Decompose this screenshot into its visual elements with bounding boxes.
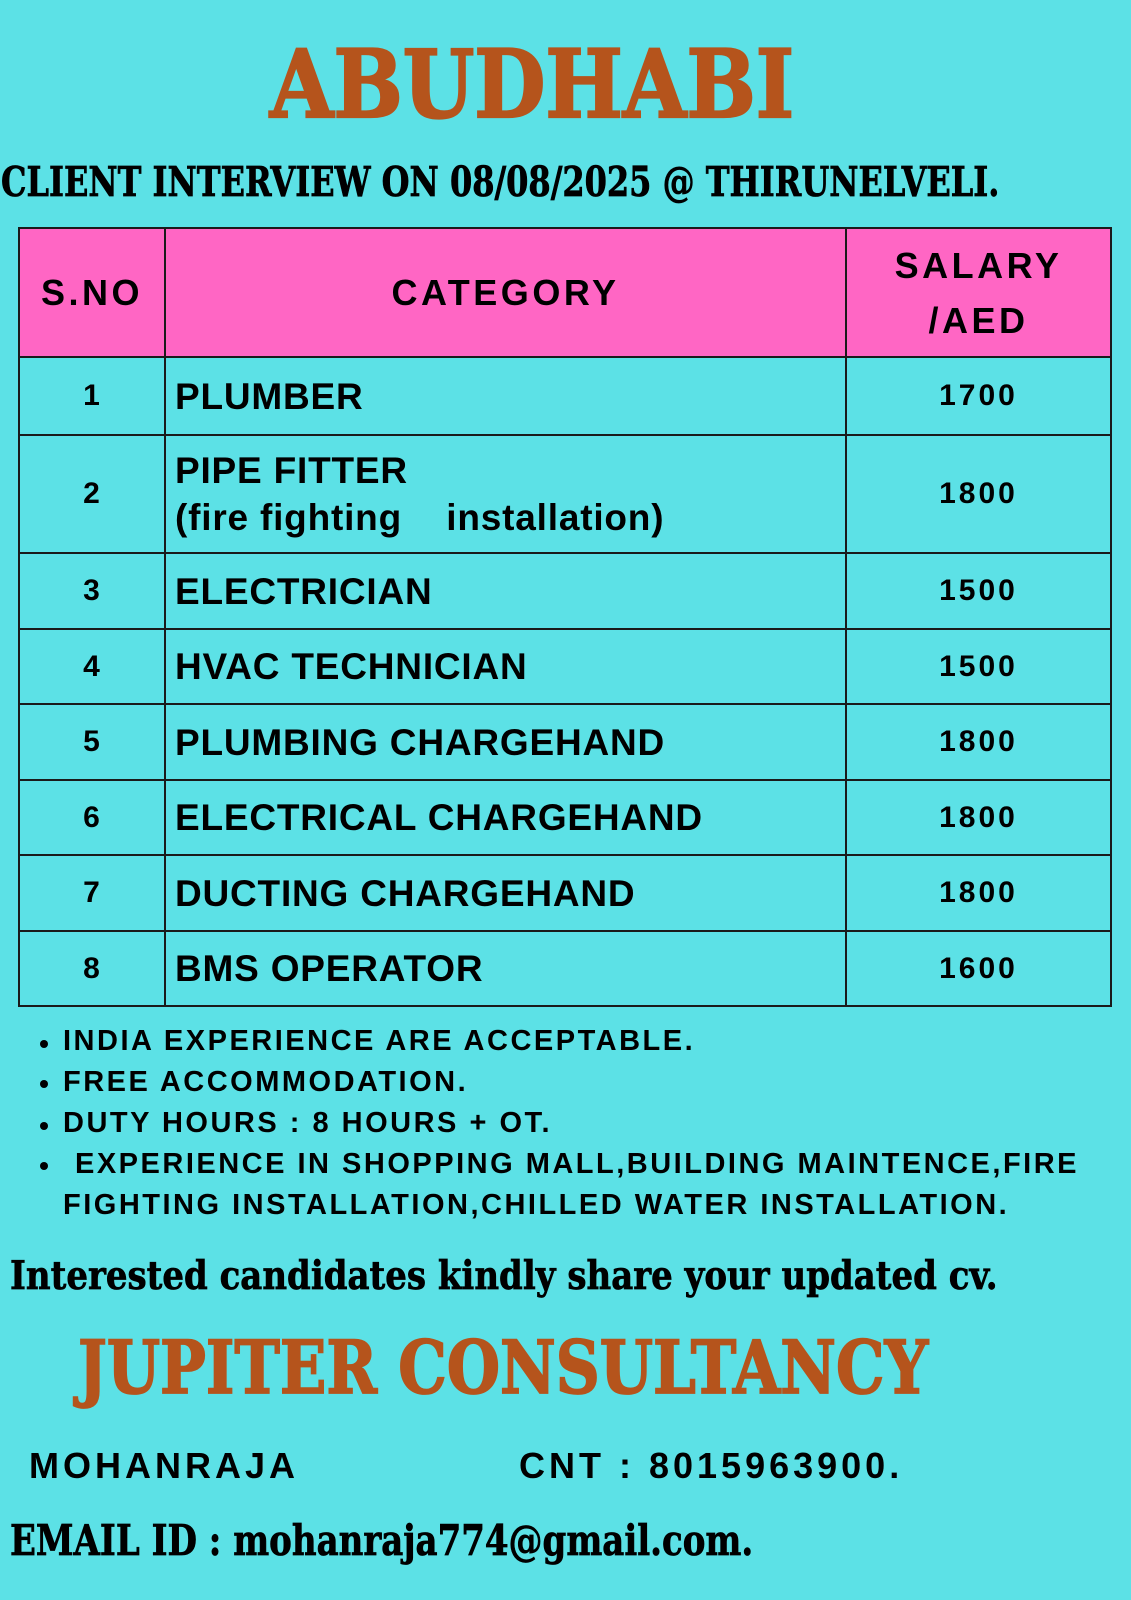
salary-cell bbox=[847, 781, 1112, 856]
note-item: FREE ACCOMMODATION. bbox=[63, 1066, 469, 1098]
salary-value: 1700 bbox=[939, 379, 1018, 412]
category-detail: (fire fighting installation) bbox=[175, 497, 665, 538]
category-cell bbox=[166, 358, 847, 436]
sno-cell bbox=[20, 358, 166, 436]
note-item: INDIA EXPERIENCE ARE ACCEPTABLE. bbox=[63, 1025, 696, 1057]
salary-value: 1800 bbox=[939, 477, 1018, 510]
sno-cell bbox=[20, 932, 166, 1007]
salary-header bbox=[847, 229, 1112, 358]
sno-cell bbox=[20, 554, 166, 630]
category-header bbox=[166, 229, 847, 358]
contact-phone: CNT : 8015963900. bbox=[519, 1445, 904, 1486]
company-name: JUPITER CONSULTANCY bbox=[78, 1326, 929, 1411]
category-cell bbox=[166, 436, 847, 554]
salary-header-label: SALARY bbox=[894, 244, 1063, 286]
sno-header bbox=[20, 229, 166, 358]
sno-value: 6 bbox=[83, 800, 101, 834]
category-value: HVAC TECHNICIAN bbox=[175, 646, 528, 687]
sno-value: 8 bbox=[83, 951, 101, 985]
category-value: ELECTRICAL CHARGEHAND bbox=[175, 797, 703, 838]
note-item-continuation: FIGHTING INSTALLATION,CHILLED WATER INSTALLATION. bbox=[63, 1189, 1010, 1221]
bullet-dot bbox=[40, 1162, 48, 1170]
salary-value: 1500 bbox=[939, 649, 1018, 683]
category-value: BMS OPERATOR bbox=[175, 948, 484, 989]
category-cell bbox=[166, 781, 847, 856]
bullet-dot bbox=[40, 1122, 48, 1130]
category-header-label: CATEGORY bbox=[391, 271, 620, 313]
salary-value: 1800 bbox=[939, 876, 1018, 909]
salary-cell bbox=[847, 554, 1112, 630]
category-value: PLUMBING CHARGEHAND bbox=[175, 721, 666, 763]
category-cell bbox=[166, 932, 847, 1007]
bullet-dot bbox=[40, 1080, 48, 1088]
contact-email: EMAIL ID : mohanraja774@gmail.com. bbox=[10, 1516, 754, 1566]
sno-value: 1 bbox=[83, 379, 101, 412]
salary-cell bbox=[847, 856, 1112, 932]
sno-value: 3 bbox=[83, 574, 101, 607]
note-item: EXPERIENCE IN SHOPPING MALL,BUILDING MAINTENCE,FIRE bbox=[75, 1148, 1079, 1180]
salary-cell bbox=[847, 436, 1112, 554]
category-cell bbox=[166, 705, 847, 781]
sno-cell bbox=[20, 436, 166, 554]
salary-value: 1800 bbox=[939, 725, 1018, 758]
poster-title: ABUDHABI bbox=[269, 30, 795, 140]
sno-cell bbox=[20, 630, 166, 705]
category-value: DUCTING CHARGEHAND bbox=[175, 872, 636, 914]
salary-value: 1800 bbox=[939, 800, 1018, 834]
category-value: ELECTRICIAN bbox=[175, 570, 433, 612]
category-cell bbox=[166, 630, 847, 705]
jobs-table bbox=[18, 227, 1112, 1007]
salary-value: 1500 bbox=[939, 574, 1018, 607]
salary-cell bbox=[847, 705, 1112, 781]
sno-cell bbox=[20, 781, 166, 856]
category-cell bbox=[166, 554, 847, 630]
salary-cell bbox=[847, 932, 1112, 1007]
sno-cell bbox=[20, 705, 166, 781]
category-value: PIPE FITTER bbox=[175, 450, 408, 491]
contact-name: MOHANRAJA bbox=[29, 1445, 299, 1486]
category-value: PLUMBER bbox=[175, 375, 364, 417]
bullet-dot bbox=[40, 1040, 48, 1048]
salary-value: 1600 bbox=[939, 951, 1018, 985]
salary-header-unit: /AED bbox=[928, 299, 1029, 341]
note-item: DUTY HOURS : 8 HOURS + OT. bbox=[63, 1107, 553, 1139]
salary-cell bbox=[847, 358, 1112, 436]
sno-value: 2 bbox=[83, 477, 101, 510]
sno-value: 7 bbox=[83, 876, 101, 909]
sno-header-label: S.NO bbox=[40, 271, 143, 313]
sno-value: 4 bbox=[83, 649, 101, 683]
salary-cell bbox=[847, 630, 1112, 705]
interview-info: CLIENT INTERVIEW ON 08/08/2025 @ THIRUNELVELI. bbox=[1, 157, 1000, 207]
sno-value: 5 bbox=[83, 725, 101, 758]
sno-cell bbox=[20, 856, 166, 932]
call-to-action: Interested candidates kindly share your updated cv. bbox=[10, 1253, 998, 1300]
category-cell bbox=[166, 856, 847, 932]
